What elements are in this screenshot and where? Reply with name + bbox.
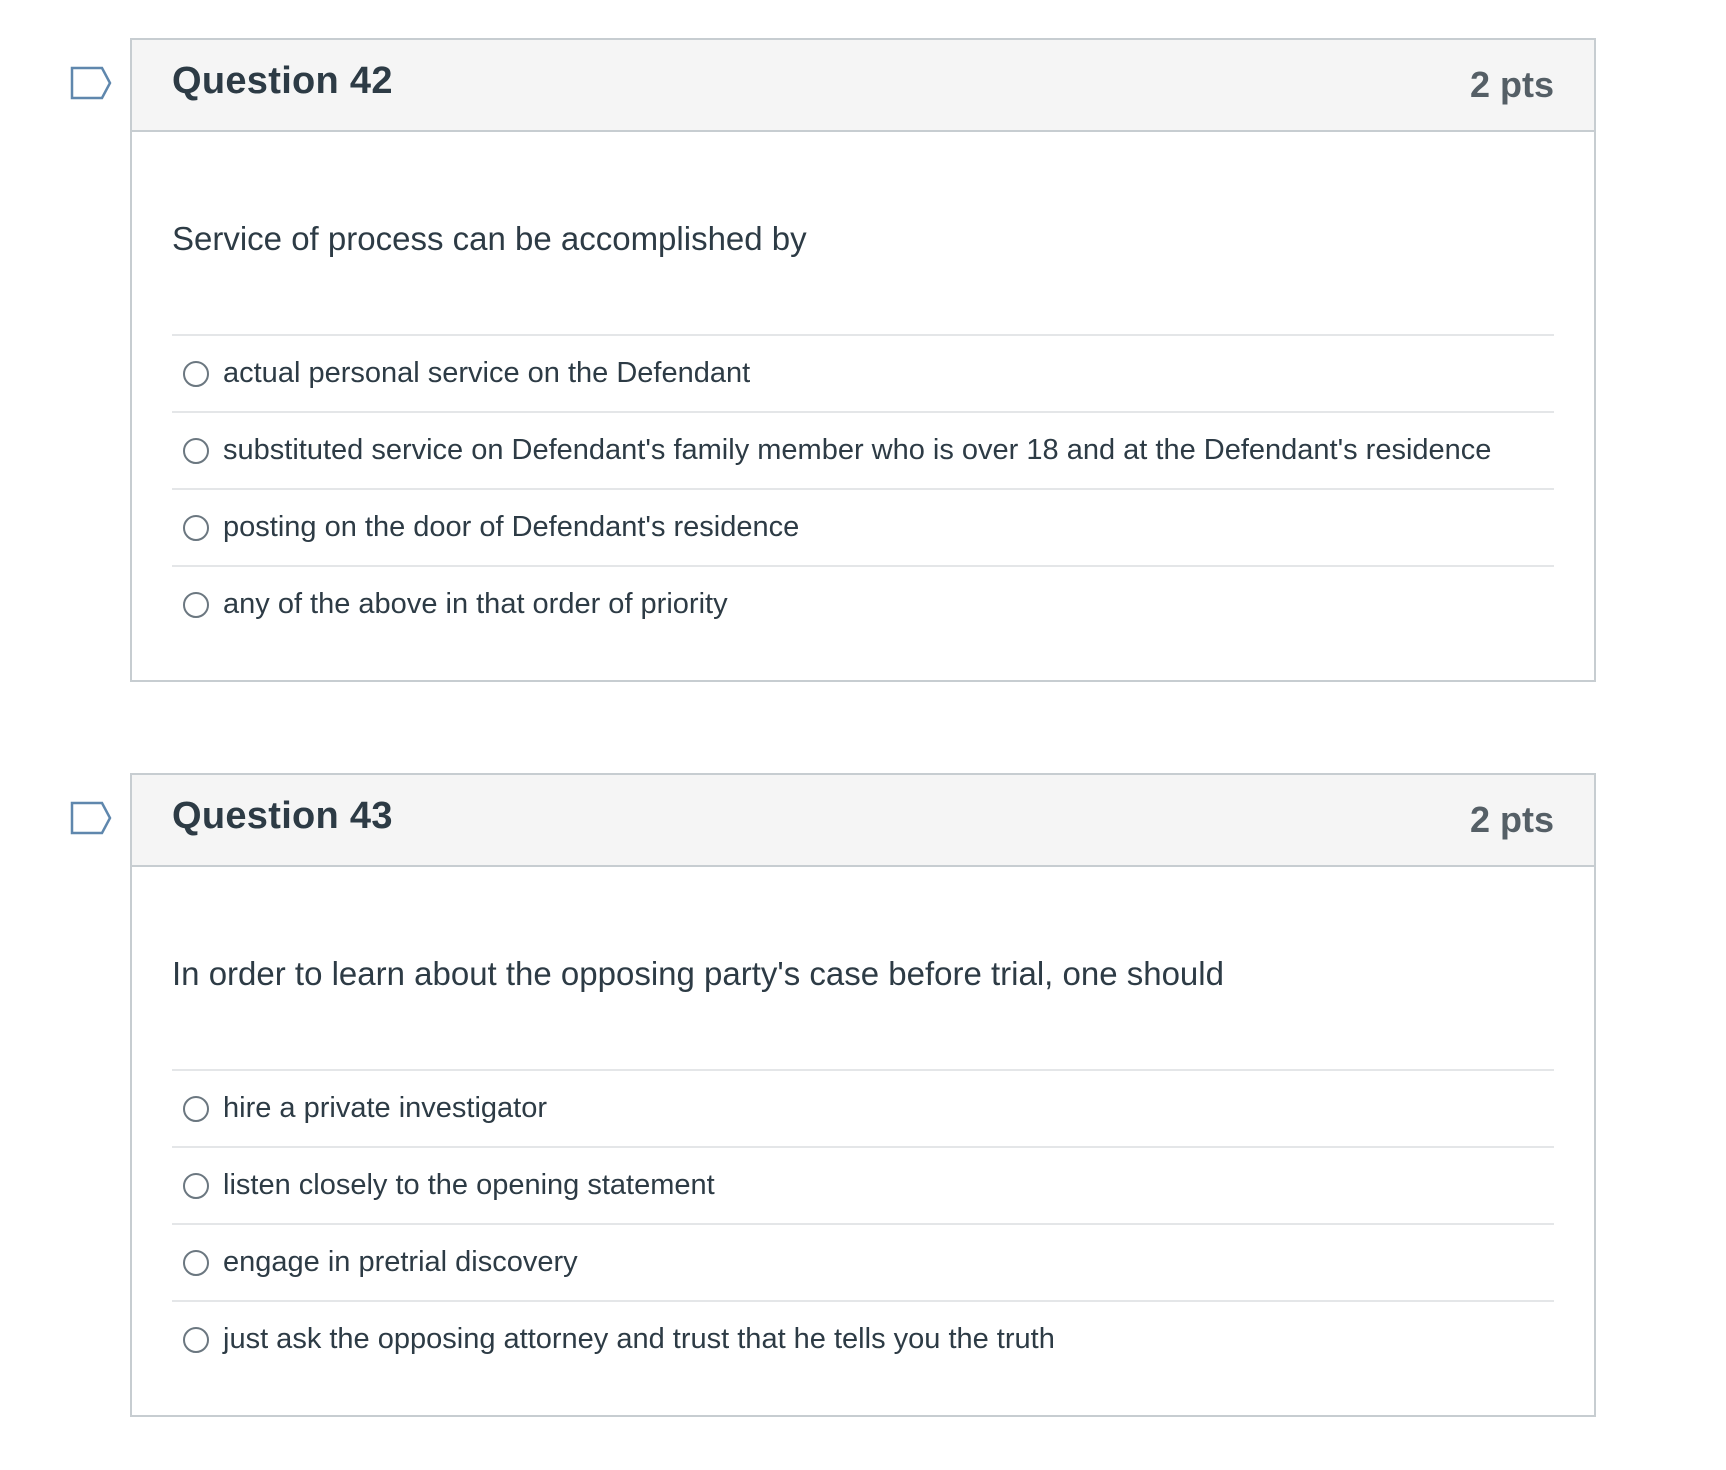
answer-option[interactable]	[172, 336, 1554, 413]
question-header	[132, 40, 1594, 132]
answer-label: any of the above in that order of priority	[223, 588, 728, 620]
answer-label: just ask the opposing attorney and trust that he tells you the truth	[223, 1323, 1055, 1355]
answer-label: posting on the door of Defendant's residence	[223, 511, 800, 543]
answer-option[interactable]	[172, 413, 1554, 490]
radio-button[interactable]	[183, 438, 209, 464]
radio-button[interactable]	[183, 515, 209, 541]
answer-label: engage in pretrial discovery	[223, 1246, 578, 1278]
radio-button[interactable]	[183, 592, 209, 618]
answer-option[interactable]	[172, 1225, 1554, 1302]
radio-button[interactable]	[183, 361, 209, 387]
radio-button[interactable]	[183, 1250, 209, 1276]
question-points: 2 pts	[1469, 64, 1554, 105]
question-text: Service of process can be accomplished by	[172, 220, 807, 257]
question-card	[130, 38, 1596, 682]
radio-button[interactable]	[183, 1096, 209, 1122]
flag-question-icon[interactable]	[70, 801, 112, 835]
answer-list	[172, 334, 1554, 642]
answer-option[interactable]	[172, 1148, 1554, 1225]
answer-label: hire a private investigator	[223, 1092, 547, 1124]
radio-button[interactable]	[183, 1327, 209, 1353]
answer-option[interactable]	[172, 567, 1554, 642]
question-body	[132, 132, 1594, 680]
question-header	[132, 775, 1594, 867]
question-body	[132, 867, 1594, 1415]
answer-option[interactable]	[172, 1071, 1554, 1148]
question-card	[130, 773, 1596, 1417]
answer-option[interactable]	[172, 490, 1554, 567]
answer-option[interactable]	[172, 1302, 1554, 1377]
flag-question-icon[interactable]	[70, 66, 112, 100]
question-title: Question 43	[172, 795, 393, 837]
question-points: 2 pts	[1469, 799, 1554, 840]
answer-label: substituted service on Defendant's family member who is over 18 and at the Defendant's residence	[223, 434, 1492, 466]
radio-button[interactable]	[183, 1173, 209, 1199]
answer-label: actual personal service on the Defendant	[223, 357, 751, 389]
answer-list	[172, 1069, 1554, 1377]
question-text: In order to learn about the opposing party's case before trial, one should	[172, 955, 1224, 992]
answer-label: listen closely to the opening statement	[223, 1169, 715, 1201]
question-title: Question 42	[172, 60, 393, 102]
